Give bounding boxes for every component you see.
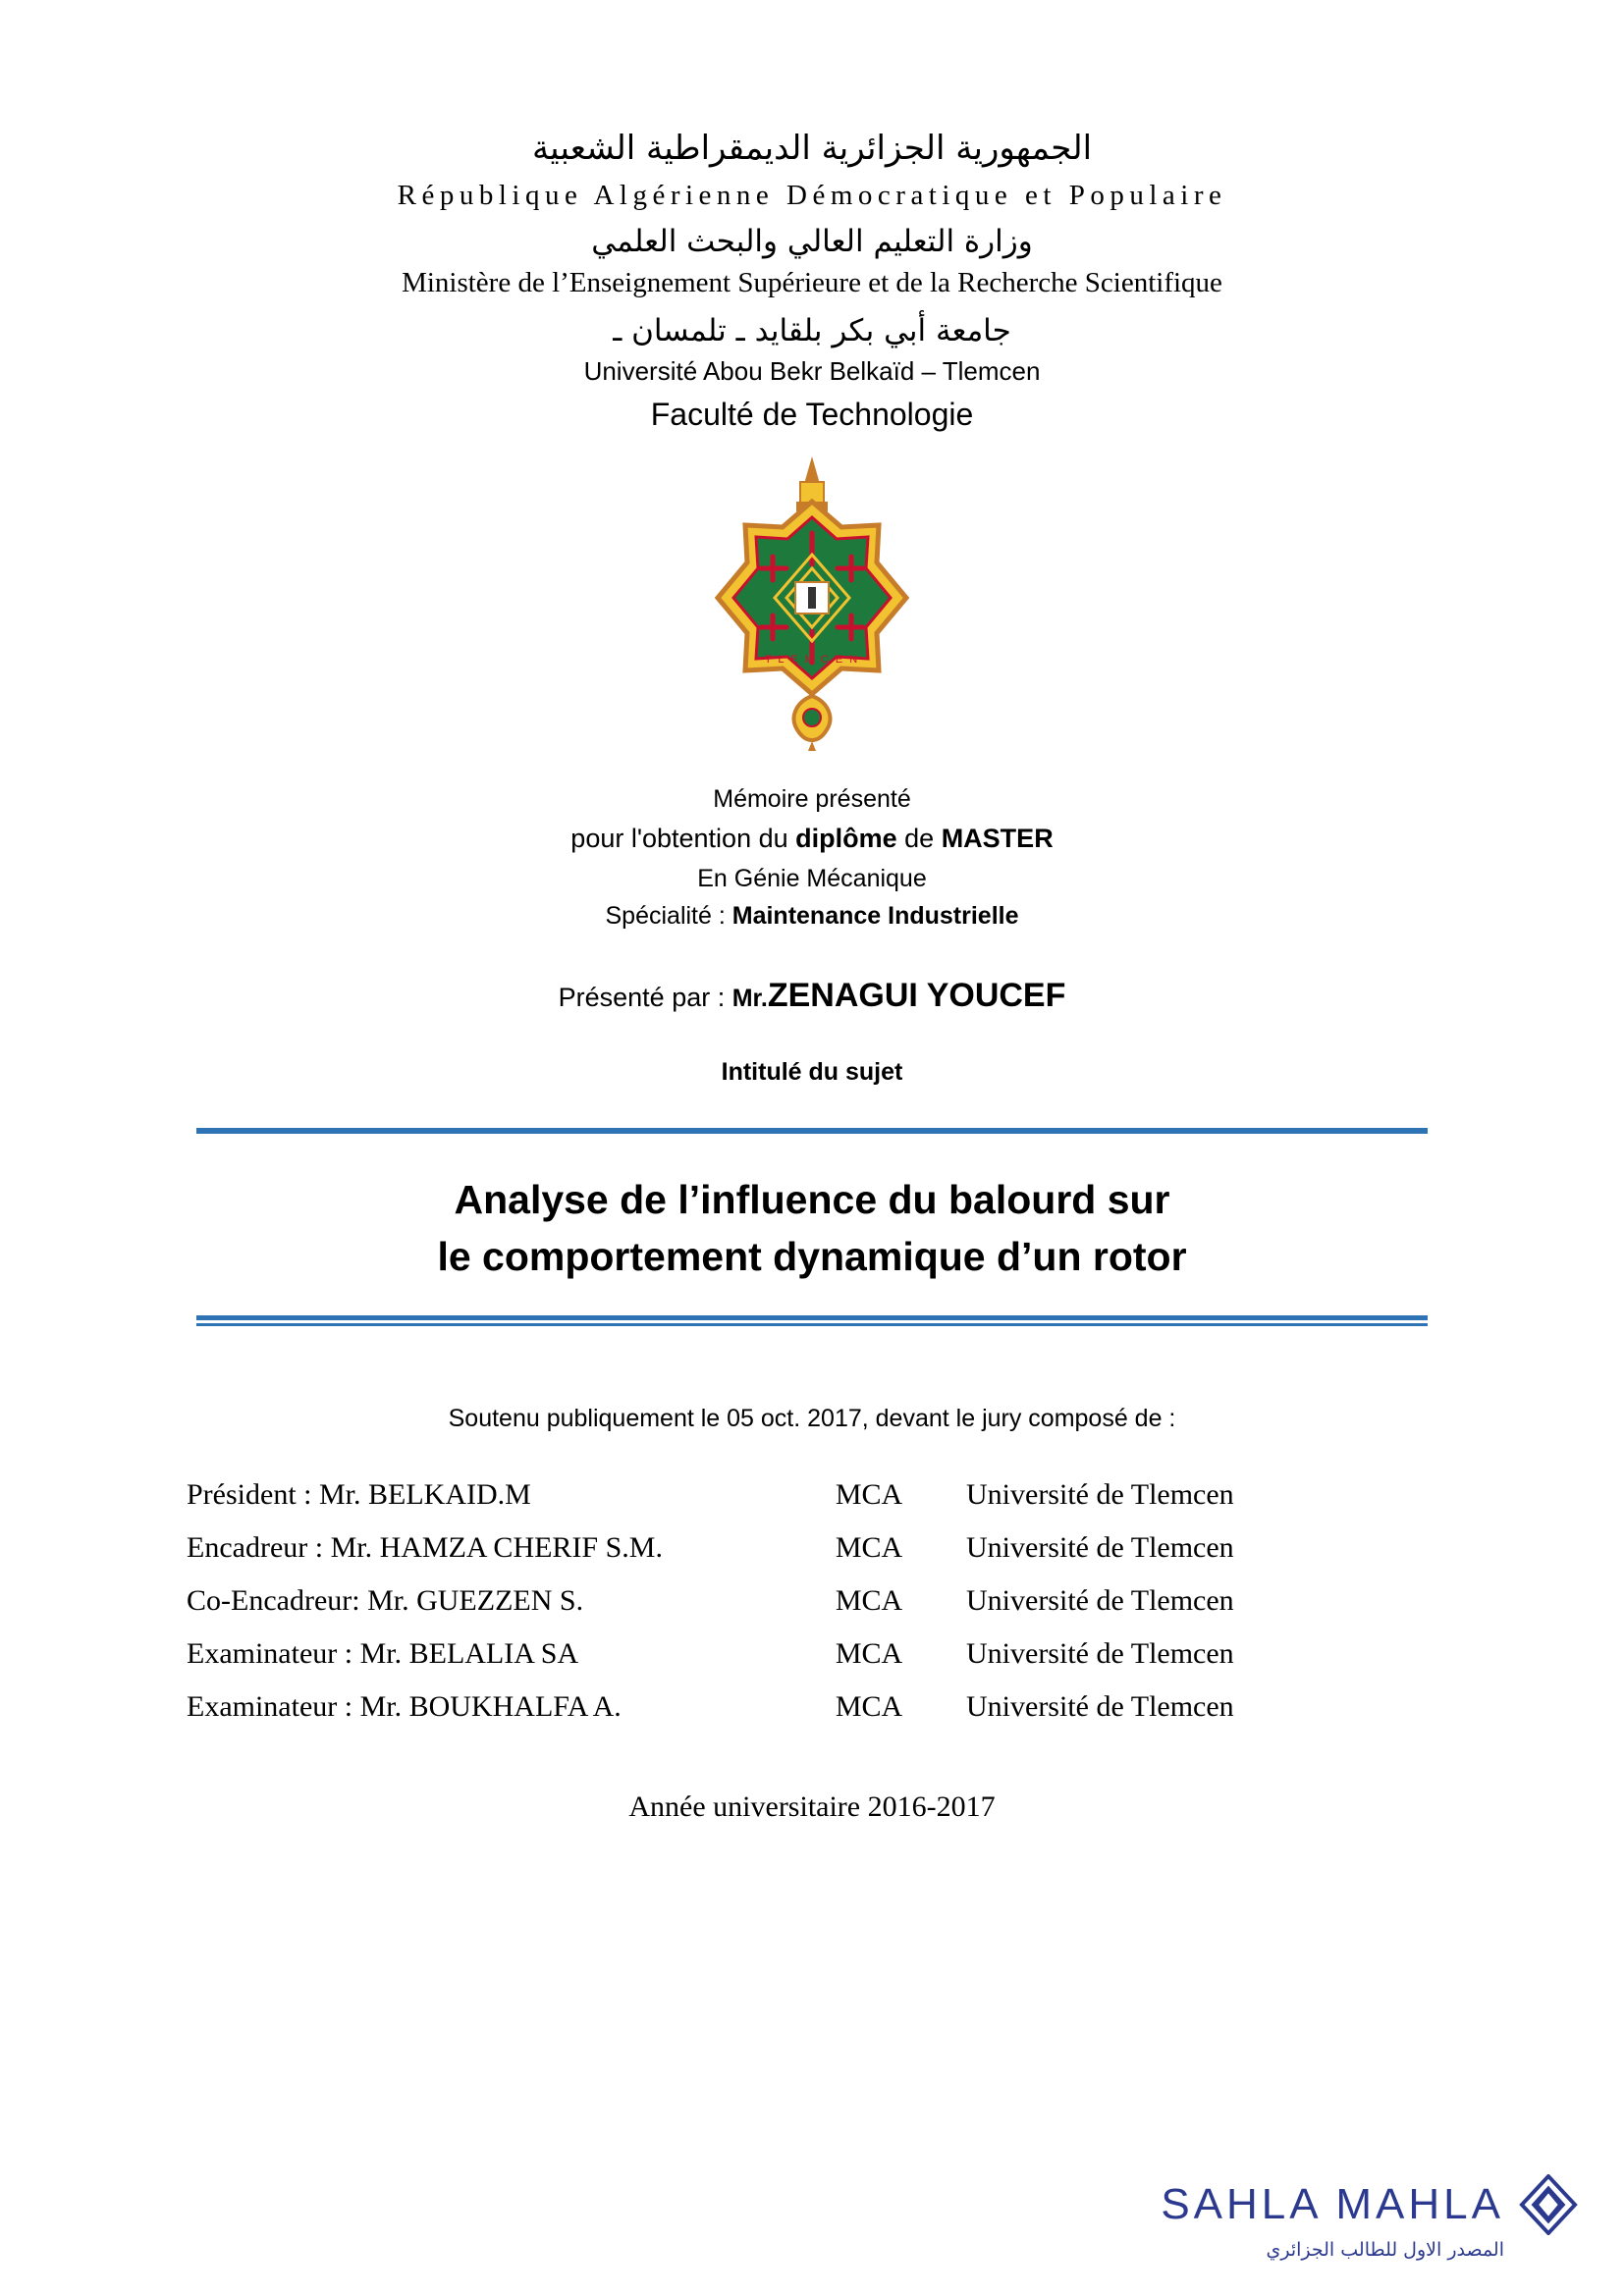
jury-university: Université de Tlemcen — [966, 1477, 1234, 1511]
jury-university: Université de Tlemcen — [966, 1530, 1234, 1564]
table-row — [187, 1575, 1437, 1628]
jury-grade: MCA — [835, 1583, 903, 1617]
table-row — [187, 1628, 1437, 1681]
memoire-line: Mémoire présenté — [713, 785, 911, 814]
table-row — [187, 1522, 1437, 1575]
author-label: Présenté par : — [558, 983, 732, 1013]
french-university-line: Université Abou Bekr Belkaïd – Tlemcen — [583, 356, 1041, 387]
jury-grade: MCA — [835, 1636, 903, 1670]
jury-grade: MCA — [835, 1689, 903, 1723]
thesis-title — [196, 1134, 1428, 1314]
logo-container — [187, 451, 1437, 755]
jury-table — [187, 1468, 1437, 1734]
title-rule-bottom-inner — [196, 1323, 1428, 1326]
jury-role: Encadreur : Mr. HAMZA CHERIF S.M. — [187, 1530, 663, 1564]
french-republic-line: République Algérienne Démocratique et Populaire — [397, 179, 1227, 211]
faculty-line: Faculté de Technologie — [650, 397, 974, 433]
thesis-title-line-1: Analyse de l’influence du balourd sur — [454, 1177, 1170, 1223]
author-block — [187, 977, 1437, 1015]
diploma-block — [187, 780, 1437, 935]
jury-university: Université de Tlemcen — [966, 1583, 1234, 1617]
sahla-mahla-logo-icon — [1518, 2174, 1579, 2235]
header-block — [187, 128, 1437, 433]
jury-university: Université de Tlemcen — [966, 1636, 1234, 1670]
table-row — [187, 1681, 1437, 1734]
author-name: ZENAGUI YOUCEF — [767, 977, 1066, 1015]
jury-role: Président : Mr. BELKAID.M — [187, 1477, 531, 1511]
subject-label: Intitulé du sujet — [721, 1058, 903, 1087]
logo-inscription: T L E M C E N — [764, 654, 860, 667]
title-rule-bottom — [196, 1315, 1428, 1320]
author-title: Mr. — [731, 985, 768, 1013]
filiere-line: En Génie Mécanique — [697, 864, 927, 892]
jury-role: Co-Encadreur: Mr. GUEZZEN S. — [187, 1583, 584, 1617]
watermark-text: SAHLA MAHLA — [1161, 2180, 1504, 2228]
jury-role: Examinateur : Mr. BELALIA SA — [187, 1636, 579, 1670]
french-ministry-line: Ministère de l’Enseignement Supérieure et de la Recherche Scientifique — [402, 266, 1222, 298]
academic-year: Année universitaire 2016-2017 — [628, 1789, 996, 1823]
jury-grade: MCA — [835, 1477, 903, 1511]
specialite-line: Spécialité : Maintenance Industrielle — [605, 902, 1019, 931]
thesis-title-line-2: le comportement dynamique d’un rotor — [437, 1234, 1187, 1280]
jury-role: Examinateur : Mr. BOUKHALFA A. — [187, 1689, 622, 1723]
arabic-university-line: جامعة أبي بكر بلقايد ـ تلمسان ـ — [613, 312, 1011, 348]
diplome-line: pour l'obtention du diplôme de MASTER — [570, 823, 1054, 853]
defense-line: Soutenu publiquement le 05 oct. 2017, devant le jury composé de : — [448, 1404, 1176, 1432]
arabic-ministry-line: وزارة التعليم العالي والبحث العلمي — [591, 223, 1033, 259]
arabic-republic-line: الجمهورية الجزائرية الديمقراطية الشعبية — [531, 129, 1093, 168]
watermark — [1049, 2174, 1579, 2261]
title-band — [187, 1128, 1437, 1325]
jury-grade: MCA — [835, 1530, 903, 1564]
watermark-subtitle: المصدر الاول للطالب الجزائري — [1266, 2239, 1504, 2261]
table-row — [187, 1468, 1437, 1522]
university-seal-logo — [714, 451, 910, 755]
jury-university: Université de Tlemcen — [966, 1689, 1234, 1723]
